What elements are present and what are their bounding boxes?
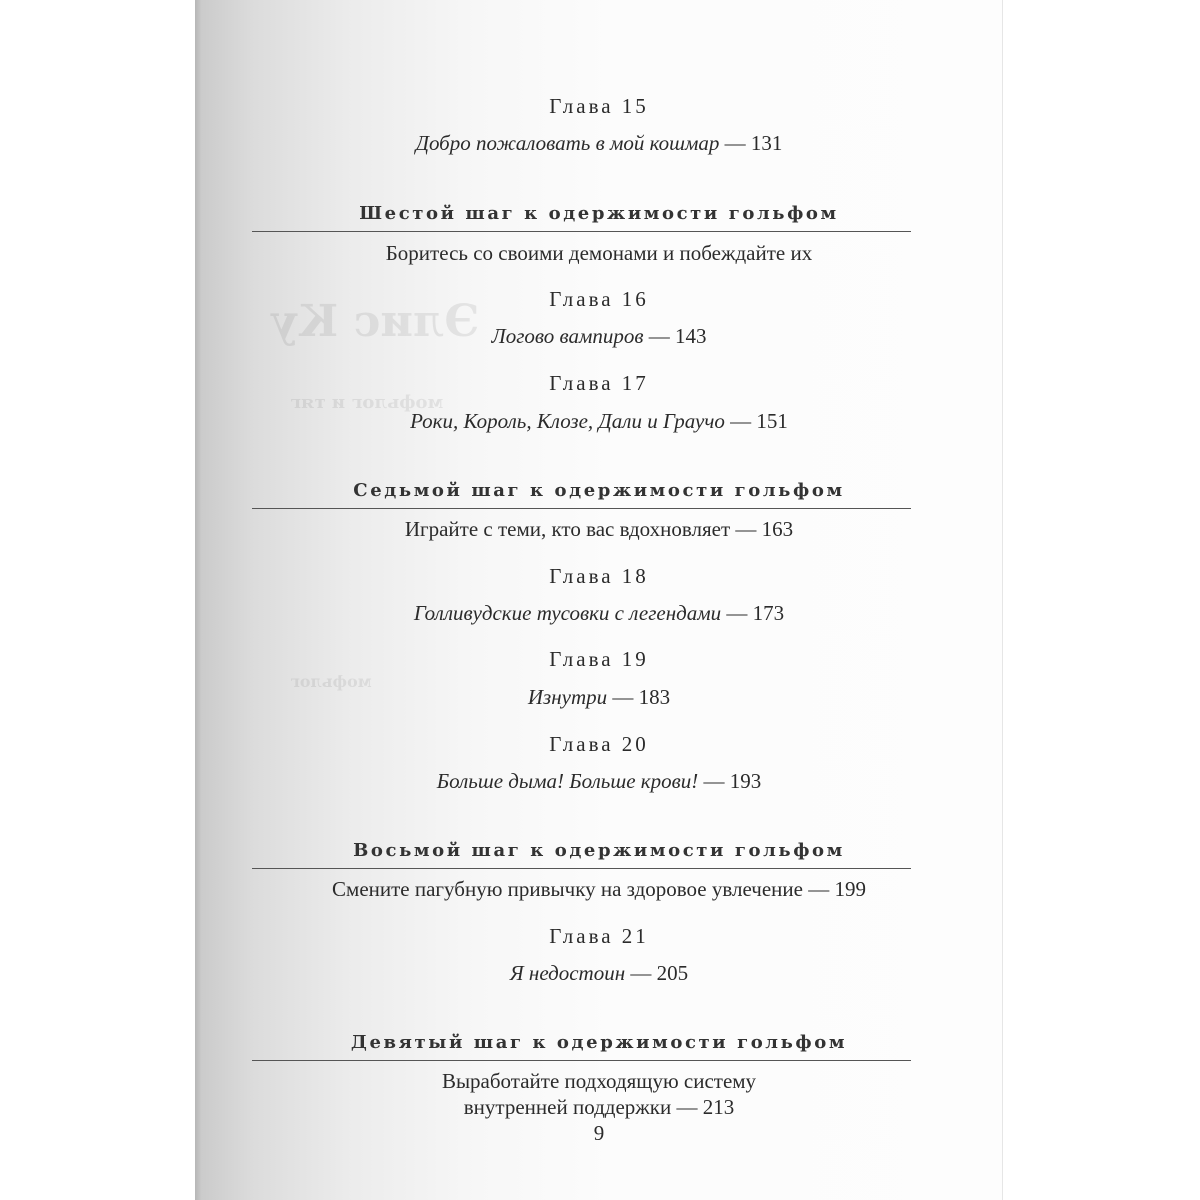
chapter-title (195, 130, 1003, 156)
entry-text: Изнутри (527, 685, 608, 709)
page-ref: — 131 (719, 131, 783, 155)
page-ref: — 205 (625, 961, 689, 985)
bleed-through-line-b: мофьлог (290, 672, 372, 691)
part-heading: Шестой шаг к одержимости гольфом (359, 203, 839, 224)
entry-text: Добро пожаловать в мой кошмар (415, 131, 720, 155)
bleed-through-line-a: мофьлог и тяг (290, 392, 444, 413)
chapter-title (195, 408, 1003, 434)
chapter-label: Глава 21 (549, 924, 649, 948)
part-subtitle (195, 1068, 1003, 1120)
part-heading: Седьмой шаг к одержимости гольфом (353, 480, 845, 501)
part-subtitle (195, 876, 1003, 902)
entry-text: Боритесь со своими демонами и побеждайте их (385, 241, 813, 265)
entry-text: Голливудские тусовки с легендами (413, 601, 722, 625)
part-heading-rule (252, 868, 911, 869)
page-ref: — 193 (698, 769, 762, 793)
page-number: 9 (593, 1121, 605, 1145)
chapter-label: Глава 19 (549, 647, 649, 671)
part-heading-rule (252, 508, 911, 509)
chapter-title (195, 600, 1003, 626)
part-subtitle (195, 240, 1003, 266)
chapter-label: Глава 16 (549, 287, 649, 311)
part-heading-rule (252, 1060, 911, 1061)
chapter-label: Глава 17 (549, 371, 649, 395)
table-of-contents (195, 0, 1003, 1200)
page-ref: — 173 (721, 601, 785, 625)
chapter-title (195, 323, 1003, 349)
part-heading-rule (252, 231, 911, 232)
bleed-through-author: Элис Ку (270, 296, 479, 347)
page-ref: — 199 (802, 877, 866, 901)
entry-text-line2: внутренней поддержки (463, 1095, 672, 1119)
chapter-label: Глава 18 (549, 564, 649, 588)
part-heading: Девятый шаг к одержимости гольфом (350, 1032, 848, 1053)
entry-text: Больше дыма! Больше крови! (436, 769, 699, 793)
entry-text: Роки, Король, Клозе, Дали и Граучо (410, 409, 725, 433)
entry-text: Смените пагубную привычку на здоровое увлечение (332, 877, 803, 901)
chapter-label: Глава 15 (549, 94, 649, 118)
part-heading: Восьмой шаг к одержимости гольфом (353, 840, 845, 861)
page-ref: — 143 (643, 324, 707, 348)
page-ref: — 213 (671, 1095, 735, 1119)
page-ref: — 151 (724, 409, 788, 433)
entry-text: Выработайте подходящую систему (441, 1069, 757, 1093)
chapter-label: Глава 20 (549, 732, 649, 756)
entry-text: Я недостоин (509, 961, 626, 985)
chapter-title (195, 768, 1003, 794)
page-ref: — 163 (730, 517, 794, 541)
entry-text: Логово вампиров (491, 324, 644, 348)
chapter-title (195, 684, 1003, 710)
part-subtitle (195, 516, 1003, 542)
entry-text: Играйте с теми, кто вас вдохновляет (404, 517, 731, 541)
chapter-title (195, 960, 1003, 986)
page-ref: — 183 (607, 685, 671, 709)
book-page (195, 0, 1003, 1200)
